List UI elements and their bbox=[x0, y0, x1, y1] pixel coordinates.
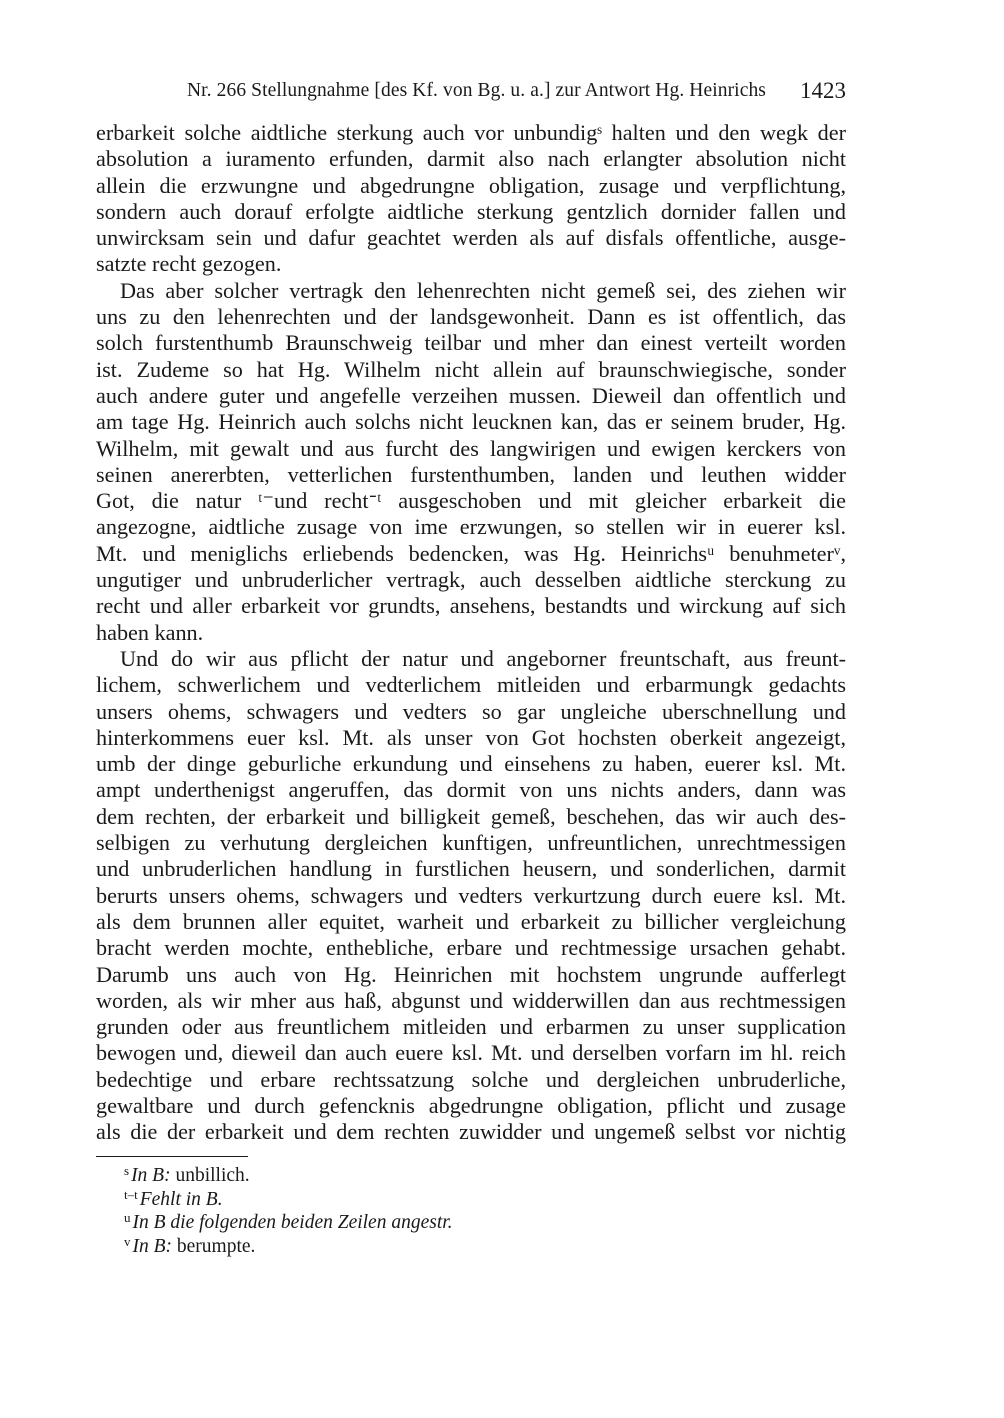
text-line: angezogne, aidtliche zusage von ime erzwungen, so stellen wir in euerer ksl. bbox=[96, 514, 846, 540]
text-line: am tage Hg. Heinrich auch solchs nicht leucknen kan, das er seinem bruder, Hg. bbox=[96, 409, 846, 435]
footnote bbox=[96, 1230, 846, 1257]
body-text bbox=[96, 120, 846, 1146]
text-line: lichem, schwerlichem und vedterlichem mitleiden und erbarmungk gedachts bbox=[96, 672, 846, 698]
text-line: recht und aller erbarkeit vor grundts, ansehens, bestandts und wirckung auf sich bbox=[96, 593, 846, 619]
footnote-italic: In B: bbox=[132, 1235, 173, 1257]
text-line: Und do wir aus pflicht der natur und angeborner freuntschaft, aus freunt- bbox=[120, 645, 846, 671]
footnote-list bbox=[96, 1159, 846, 1257]
text-line: als dem brunnen aller equitet, warheit und erbarkeit zu billicher vergleichung bbox=[96, 908, 846, 934]
footnote-italic: In B die folgenden beiden Zeilen angestr. bbox=[132, 1212, 453, 1233]
footnote-mark: v bbox=[124, 1233, 131, 1249]
text-line: allein die erzwungne und abgedrungne obligation, zusage und verpflichtung, bbox=[96, 172, 846, 198]
text-line: bracht werden mochte, enthebliche, erbare und rechtmessige ursachen gehabt. bbox=[96, 935, 846, 961]
text-line: Got, die natur ᵗ⁻und rechtᐨᵗ ausgeschoben und mit gleicher erbarkeit die bbox=[96, 488, 846, 514]
text-line: satzte recht gezogen. bbox=[96, 251, 282, 277]
text-line: unwircksam sein und dafur geachtet werden als auf disfals offentliche, ausge- bbox=[96, 225, 846, 251]
text-line: sondern auch dorauf erfolgte aidtliche sterkung gentzlich dornider fallen und bbox=[96, 198, 846, 224]
footnote bbox=[96, 1206, 846, 1233]
page-header bbox=[96, 78, 846, 110]
text-line: hinterkommens euer ksl. Mt. als unser von Got hochsten oberkeit angezeigt, bbox=[96, 724, 846, 750]
text-line: Wilhelm, mit gewalt und aus furcht des langwirigen und ewigen kerckers von bbox=[96, 435, 846, 461]
footnote bbox=[96, 1183, 846, 1210]
text-line: bewogen und, dieweil dan auch euere ksl. Mt. und derselben vorfarn im hl. reich bbox=[96, 1040, 846, 1066]
text-line: grunden oder aus freuntlichem mitleiden und erbarmen zu unser supplication bbox=[96, 1014, 846, 1040]
footnote-italic: In B: bbox=[131, 1165, 171, 1186]
text-line: Darumb uns auch von Hg. Heinrichen mit hochstem ungrunde aufferlegt bbox=[96, 961, 846, 987]
text-line: und unbruderlichen handlung in furstlichen heusern, und sonderlichen, darmit bbox=[96, 856, 846, 882]
text-line: erbarkeit solche aidtliche sterkung auch vor unbundigˢ halten und den wegk der bbox=[96, 120, 846, 145]
text-line: selbigen zu verhutung dergleichen kunftigen, unfreuntlichen, unrechtmessigen bbox=[96, 830, 846, 856]
footnote-mark: u bbox=[124, 1210, 131, 1225]
text-line: dem rechten, der erbarkeit und billigkeit gemeß, beschehen, das wir auch des- bbox=[96, 803, 846, 829]
text-line: als die der erbarkeit und dem rechten zuwidder und ungemeß selbst vor nichtig bbox=[96, 1119, 846, 1145]
text-line: solch furstenthumb Braunschweig teilbar und mher dan einest verteilt worden bbox=[96, 330, 846, 356]
text-line: bedechtige und erbare rechtssatzung solche und dergleichen unbruderliche, bbox=[96, 1066, 846, 1092]
text-line: haben kann. bbox=[96, 619, 204, 645]
text-line: umb der dinge geburliche erkundung und einsehens zu haben, euerer ksl. Mt. bbox=[96, 751, 846, 777]
footnote-mark: s bbox=[124, 1163, 130, 1178]
text-line: seinen anererbten, vetterlichen furstenthumben, landen und leuthen widder bbox=[96, 461, 846, 487]
text-line: absolution a iuramento erfunden, darmit also nach erlangter absolution nicht bbox=[96, 146, 846, 172]
running-title: Nr. 266 Stellungnahme [des Kf. von Bg. u. a.] zur Antwort Hg. Heinrichs bbox=[186, 80, 766, 101]
footnote-mark: t–t bbox=[124, 1186, 138, 1202]
text-line: ist. Zudeme so hat Hg. Wilhelm nicht allein auf braunschwiegische, sonder bbox=[96, 356, 846, 382]
text-line: unsers ohems, schwagers und vedters so gar ungleiche uberschnellung und bbox=[96, 698, 846, 724]
text-line: uns zu den lehenrechten und der landsgewonheit. Dann es ist offentlich, das bbox=[96, 304, 846, 330]
footnote-text: unbillich. bbox=[170, 1165, 250, 1186]
footnote-text: berumpte. bbox=[172, 1235, 256, 1257]
text-line: gewaltbare und durch gefencknis abgedrungne obligation, pflicht und zusage bbox=[96, 1092, 846, 1118]
text-line: Mt. und meniglichs erliebends bedencken, was Hg. Heinrichsᵘ benuhmeterᵛ, bbox=[96, 540, 846, 566]
page-number: 1423 bbox=[800, 78, 846, 103]
footnote-italic: Fehlt in B. bbox=[139, 1188, 223, 1210]
footnotes bbox=[96, 1156, 846, 1257]
text-line: ampt underthenigst angeruffen, das dormit von uns nichts anders, dann was bbox=[96, 777, 846, 803]
text-line: ungutiger und unbruderlicher vertragk, auch desselben aidtliche sterckung zu bbox=[96, 567, 846, 593]
text-line: auch andere guter und angefelle verzeihen mussen. Dieweil dan offentlich und bbox=[96, 382, 846, 408]
text-line: berurts unsers ohems, schwagers und vedters verkurtzung durch euere ksl. Mt. bbox=[96, 882, 846, 908]
text-line: worden, als wir mher aus haß, abgunst und widderwillen dan aus rechtmessigen bbox=[96, 987, 846, 1013]
footnote bbox=[96, 1159, 846, 1186]
text-line: Das aber solcher vertragk den lehenrechten nicht gemeß sei, des ziehen wir bbox=[120, 277, 846, 303]
footnote-rule bbox=[96, 1156, 248, 1157]
